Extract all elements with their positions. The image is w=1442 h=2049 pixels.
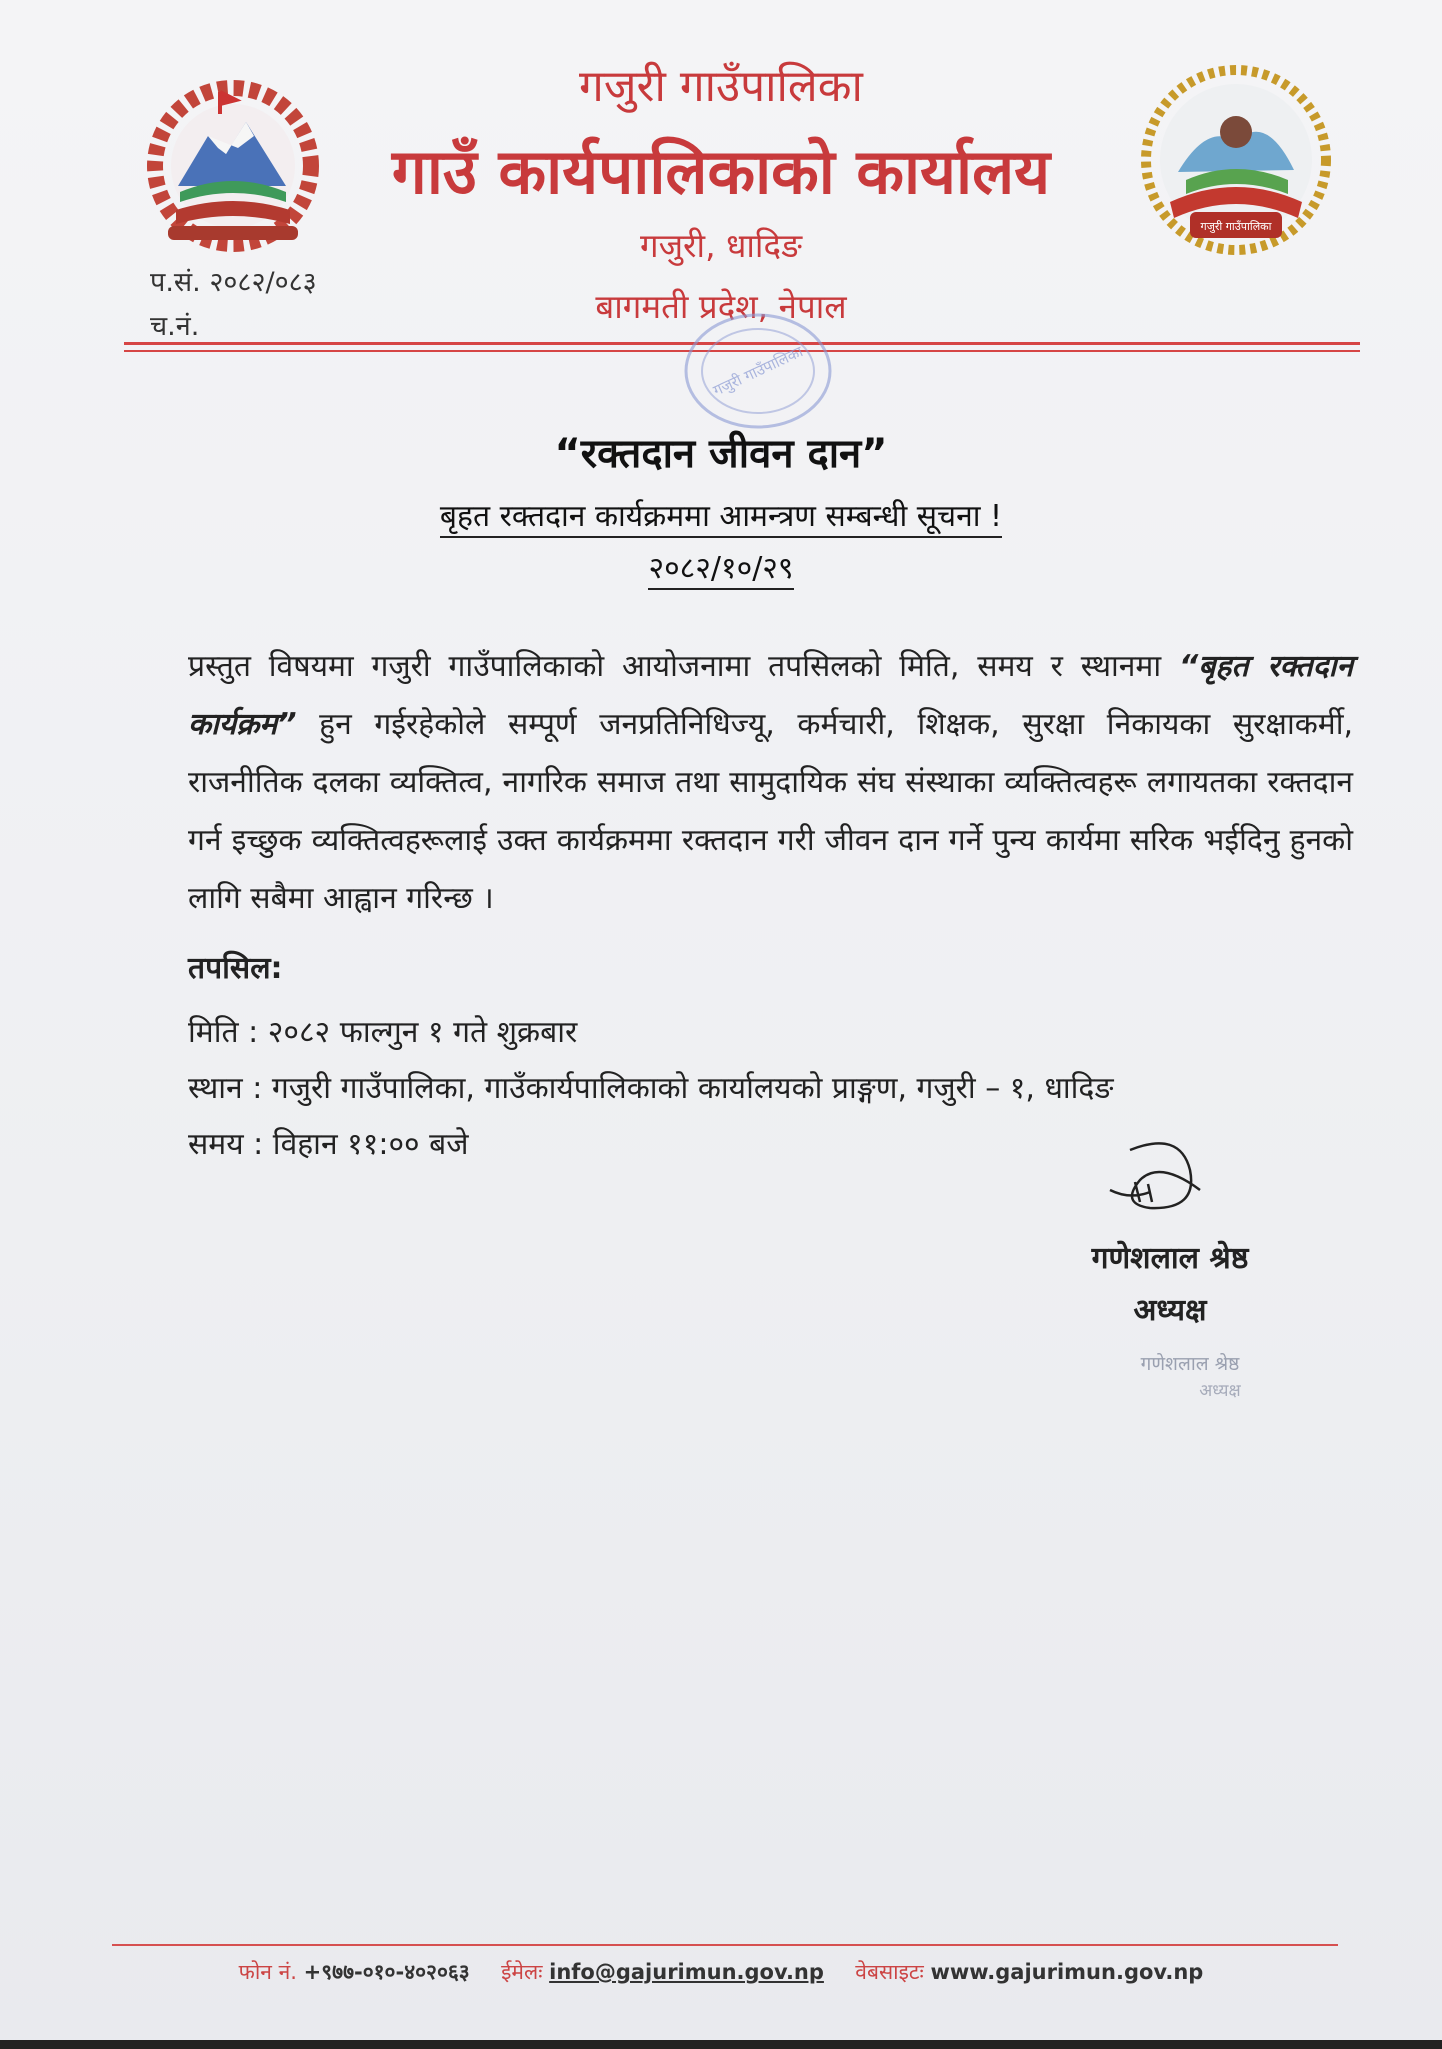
reference-number: प.सं. २०८२/०८३ [150,267,317,298]
signatory-seal-icon [1120,1346,1270,1406]
body-text-end: हुन गईरहेकोले सम्पूर्ण जनप्रतिनिधिज्यू, कर्मचारी, शिक्षक, सुरक्षा निकायका सुरक्षाकर्मी, राजनीतिक दलका व्यक्तित्व, नागरिक समाज तथा सामुदायिक संघ संस्थाका व्यक्तित्वहरू लगायतका रक्तदान गर्न इच्छुक व्यक्तित्वहरूलाई उक्त कार्यक्रममा रक्तदान गरी जीवन दान गर्ने पुन्य कार्यमा सरिक भईदिनु हुनको लागि सबैमा आह्वान गरिन्छ । [188,707,1353,916]
notice-subject [0,494,1442,535]
phone-label: फोन नं. [238,1960,297,1984]
office-stamp-icon [678,306,838,436]
email-link[interactable]: info@gajurimun.gov.np [549,1960,824,1984]
details-place: स्थान : गजुरी गाउँपालिका, गाउँकार्यपालिकाको कार्यालयको प्राङ्गण, गजुरी – १, धादिङ [188,1071,1114,1106]
phone-number: +९७७-०१०-४०२०६३ [303,1960,470,1984]
municipality-name: गजुरी गाउँपालिका [579,61,863,112]
notice-body [188,638,1353,928]
scan-edge [0,2040,1442,2049]
website-link[interactable]: www.gajurimun.gov.np [930,1960,1204,1984]
logo-text: गजुरी गाउँपालिका [1200,220,1272,233]
notice-subject-text: बृहत रक्तदान कार्यक्रममा आमन्त्रण सम्बन्धी सूचना ! [440,499,1002,538]
stamp-text: गजुरी गाउँपालिका [710,342,806,400]
notice-date-text: २०८२/१०/२९ [648,551,793,590]
seal-name: गणेशलाल श्रेष्ठ [1140,1353,1240,1375]
address-line-1: गजुरी, धादिङ [639,226,803,265]
address-line-2: बागमती प्रदेश, नेपाल [595,287,847,326]
website-label: वेबसाइटः [855,1960,924,1984]
signatory-title: अध्यक्ष [1133,1293,1207,1328]
seal-title: अध्यक्ष [1199,1381,1241,1401]
email-label: ईमेलः [501,1960,543,1984]
signatory-name: गणेशलाल श्रेष्ठ [1091,1241,1249,1276]
signature-icon [1090,1130,1220,1230]
footer-divider [112,1944,1338,1946]
notice-date [0,546,1442,587]
office-name: गाउँ कार्यपालिकाको कार्यालय [391,135,1051,208]
notice-title: “रक्तदान जीवन दान” [554,431,888,477]
details-heading: तपसिल: [188,951,283,986]
footer-contact [0,1958,1442,1986]
dispatch-number: च.नं. [150,311,200,342]
body-text-start: प्रस्तुत विषयमा गजुरी गाउँपालिकाको आयोजनामा तपसिलको मिति, समय र स्थानमा [188,649,1179,684]
body-program-name: “बृहत रक्तदान कार्यक्रम” [188,649,1353,742]
details-date: मिति : २०८२ फाल्गुन १ गते शुक्रबार [188,1015,578,1050]
details-time: समय : विहान ११:०० बजे [188,1127,469,1162]
